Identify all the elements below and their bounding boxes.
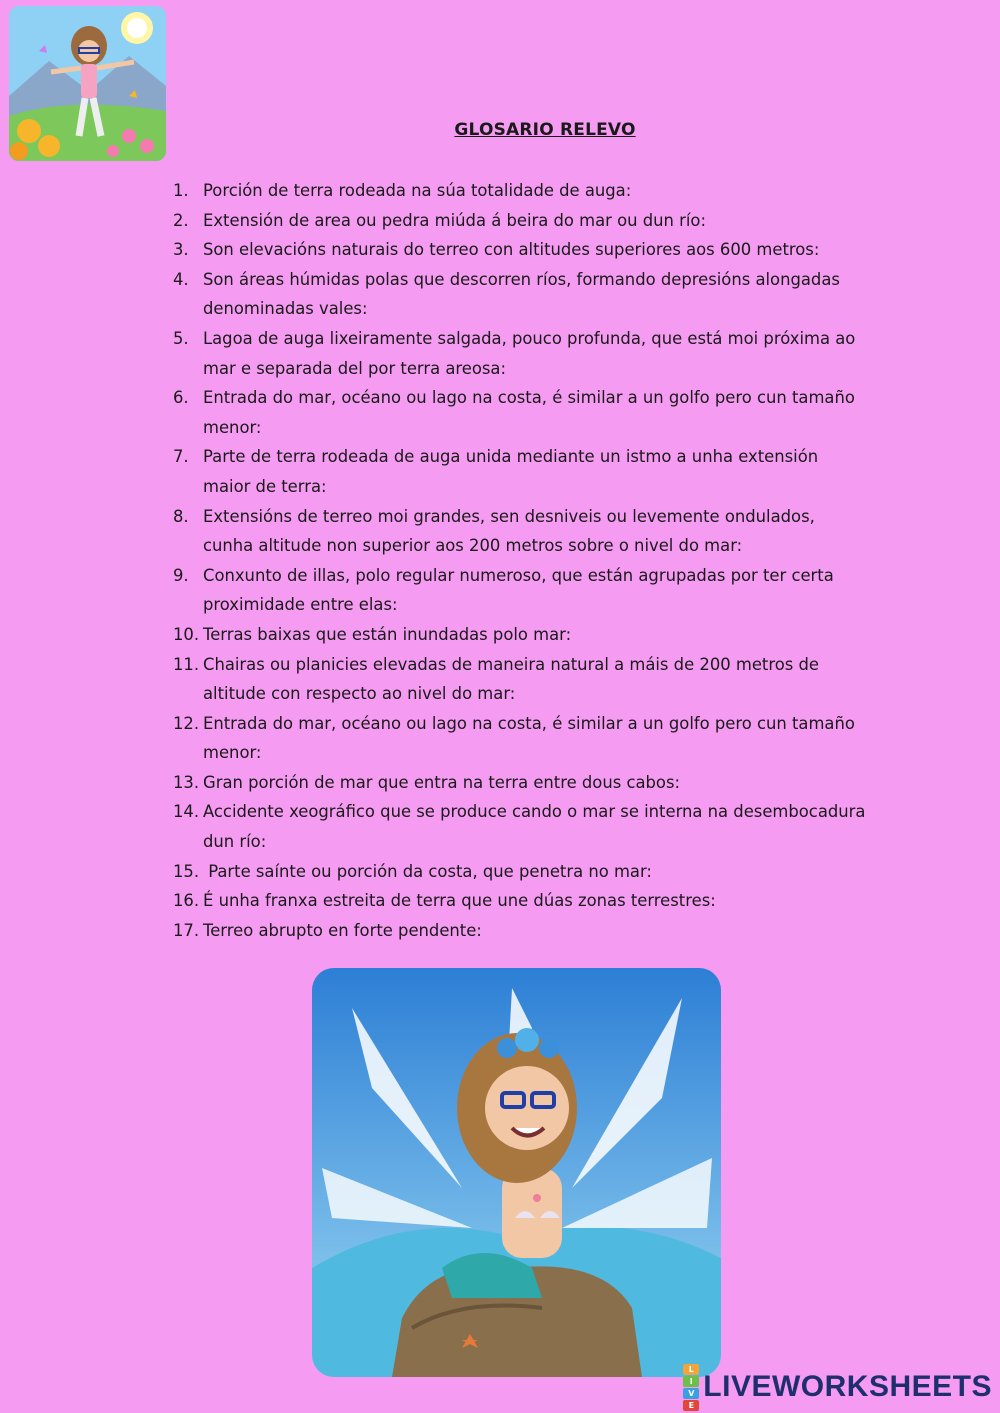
item-number: 1. xyxy=(173,181,189,200)
liveworksheets-brand[interactable] xyxy=(683,1364,992,1410)
item-text: É unha franxa estreita de terra que une dúas zonas terrestres: xyxy=(203,891,716,911)
glossary-item xyxy=(170,886,870,916)
item-text: Terreo abrupto en forte pendente: xyxy=(203,920,482,940)
item-number: 13. xyxy=(173,772,200,792)
item-number: 6. xyxy=(173,388,189,408)
glossary-item xyxy=(170,650,870,709)
item-text: Entrada do mar, océano ou lago na costa, é similar a un golfo pero cun tamaño menor: xyxy=(203,713,861,763)
item-number: 9. xyxy=(173,565,189,585)
glossary-item xyxy=(170,857,870,887)
item-text: Conxunto de illas, polo regular numeroso, que están agrupadas por ter certa proximidade entre elas: xyxy=(203,565,839,615)
item-text: Extensións de terreo moi grandes, sen desniveis ou levemente ondulados, cunha altitude non superior aos 200 metros sobre o nivel do mar: xyxy=(203,506,821,556)
item-number: 2. xyxy=(173,210,189,230)
item-number: 8. xyxy=(173,506,189,526)
glossary-item xyxy=(170,561,870,620)
item-number: 17. xyxy=(173,920,200,940)
item-text: Son elevacións naturais do terreo con altitudes superiores aos 600 metros: xyxy=(203,240,820,260)
item-text: Entrada do mar, océano ou lago na costa, é similar a un golfo pero cun tamaño menor: xyxy=(203,388,861,437)
glossary-item xyxy=(170,620,870,650)
item-number: 14. xyxy=(173,802,200,822)
item-text: Terras baixas que están inundadas polo mar: xyxy=(203,624,572,644)
glossary-item xyxy=(170,916,870,946)
liveworksheets-logo-icon: L I V E xyxy=(683,1364,699,1411)
item-text: Son áreas húmidas polas que descorren ríos, formando depresións alongadas denominadas vales: xyxy=(203,269,846,319)
item-number: 5. xyxy=(173,328,189,348)
mermaid-illustration xyxy=(312,968,721,1377)
item-text: Accidente xeográfico que se produce cando o mar se interna na desembocadura dun río: xyxy=(203,802,871,852)
item-number: 12. xyxy=(173,713,200,733)
item-text: Extensión de area ou pedra miúda á beira do mar ou dun río: xyxy=(203,210,706,230)
item-text: Gran porción de mar que entra na terra entre dous cabos: xyxy=(203,772,681,792)
glossary-item xyxy=(170,206,870,236)
glossary-item xyxy=(170,709,870,768)
item-text: Porción de terra rodeada na súa totalidade de auga: xyxy=(203,181,632,200)
glossary-item xyxy=(170,797,870,856)
item-text: Lagoa de auga lixeiramente salgada, pouco profunda, que está moi próxima ao mar e separada del por terra areosa: xyxy=(203,328,861,378)
glossary-item xyxy=(170,442,870,501)
brand-wordmark: LIVEWORKSHEETS xyxy=(703,1370,992,1403)
glossary-item xyxy=(170,235,870,265)
item-text: Parte de terra rodeada de auga unida mediante un istmo a unha extensión maior de terra: xyxy=(203,447,824,496)
glossary-item xyxy=(170,324,870,383)
item-number: 11. xyxy=(173,654,200,674)
glossary-list xyxy=(170,176,870,945)
glossary-item xyxy=(170,383,870,442)
item-number: 15. xyxy=(173,861,200,881)
glossary-item xyxy=(170,176,870,206)
item-number: 10. xyxy=(173,624,200,644)
page-title: GLOSARIO RELEVO xyxy=(454,120,636,140)
item-number: 4. xyxy=(173,269,189,289)
item-number: 16. xyxy=(173,891,200,911)
glossary-item xyxy=(170,502,870,561)
item-text: Parte saínte ou porción da costa, que penetra no mar: xyxy=(203,861,652,881)
item-number: 7. xyxy=(173,447,189,467)
glossary-item xyxy=(170,768,870,798)
glossary-item xyxy=(170,265,870,324)
item-text: Chairas ou planicies elevadas de maneira natural a máis de 200 metros de altitude con respecto ao nivel do mar: xyxy=(203,654,825,704)
item-number: 3. xyxy=(173,240,189,260)
